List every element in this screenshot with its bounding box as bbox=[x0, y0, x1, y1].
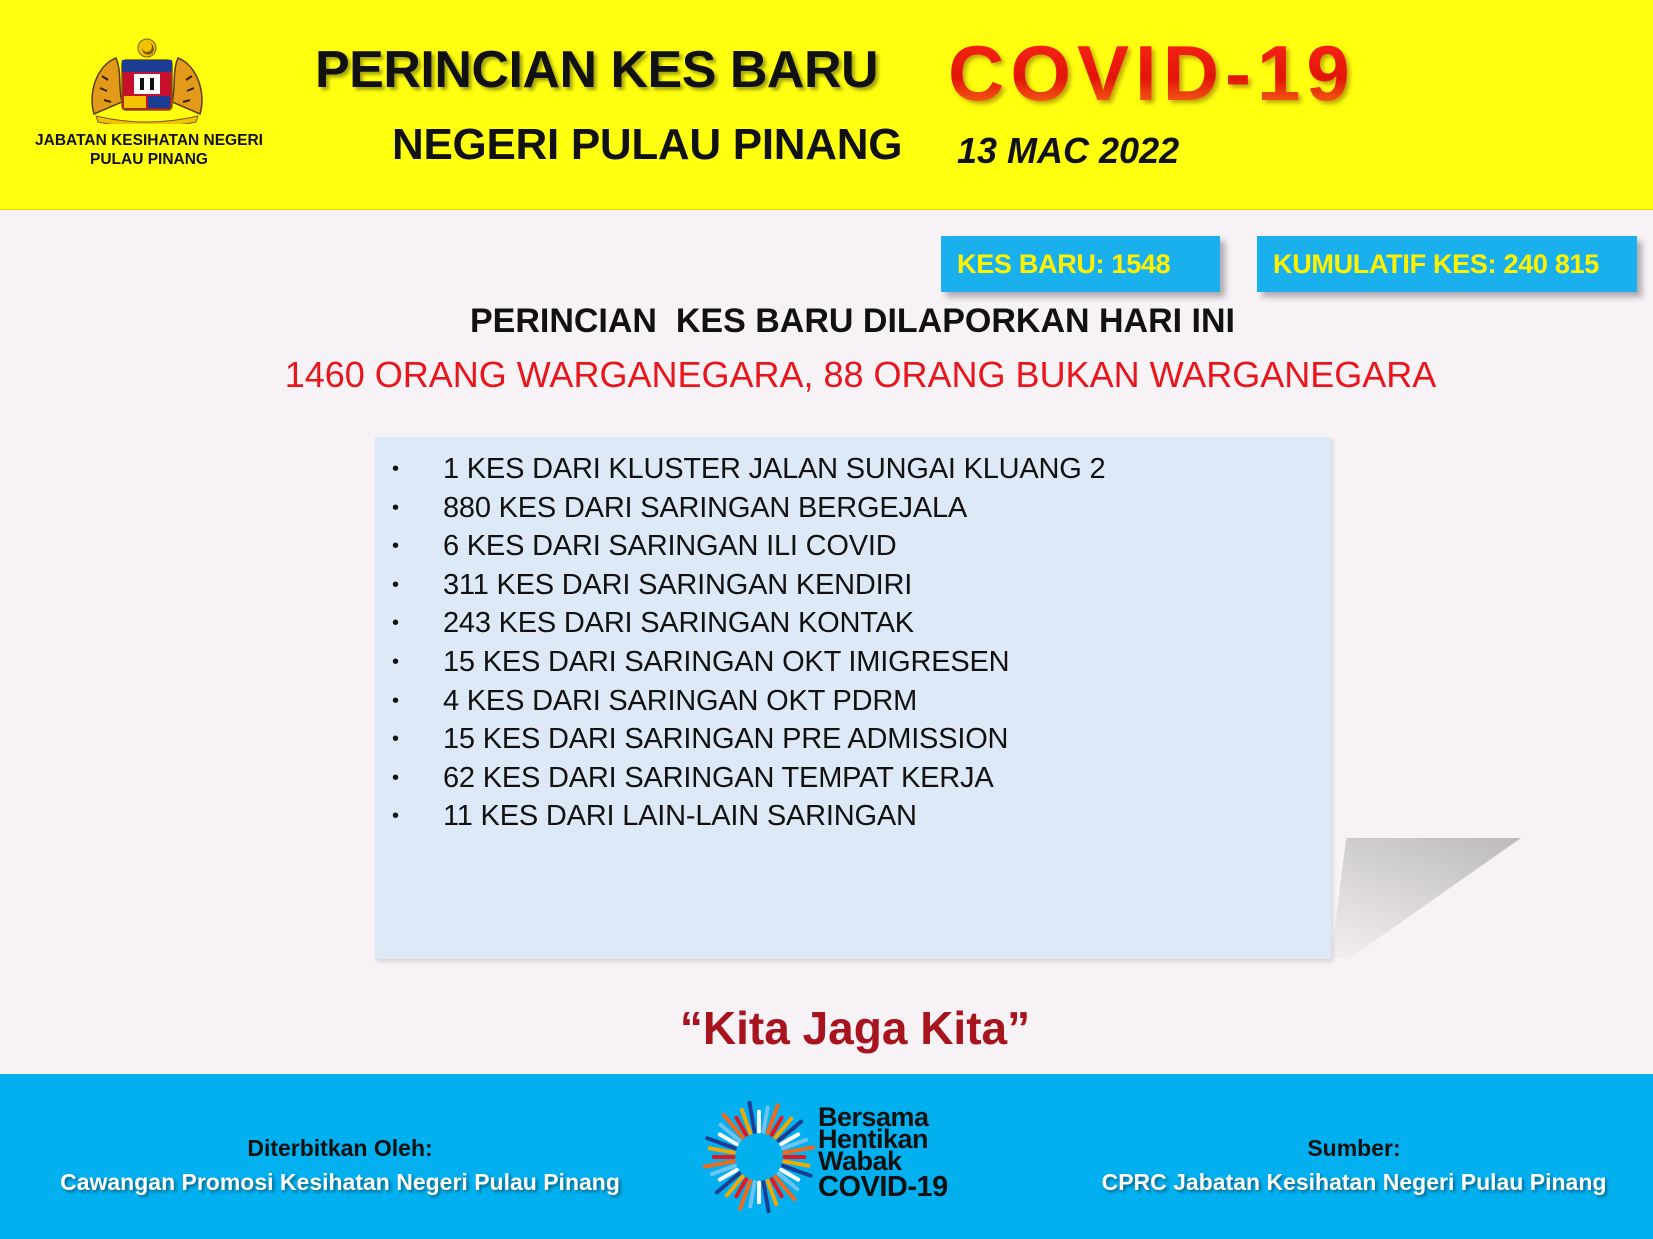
publisher-block bbox=[50, 1131, 630, 1199]
source-label: Sumber: bbox=[1307, 1135, 1401, 1161]
case-source-list bbox=[375, 437, 1331, 959]
department-name bbox=[20, 131, 278, 169]
list-item bbox=[375, 604, 1331, 643]
header-banner bbox=[0, 0, 1653, 210]
list-item bbox=[375, 759, 1331, 798]
list-item bbox=[375, 489, 1331, 528]
cumulative-cases-badge: KUMULATIF KES: 240 815 bbox=[1257, 236, 1637, 292]
new-cases-badge: KES BARU: 1548 bbox=[941, 236, 1220, 292]
bullet-icon: • bbox=[392, 805, 399, 828]
list-item bbox=[375, 643, 1331, 682]
list-item-text: 1 KES DARI KLUSTER JALAN SUNGAI KLUANG 2 bbox=[443, 453, 1106, 485]
malaysia-coat-of-arms-icon bbox=[82, 36, 212, 124]
logo-ray bbox=[763, 1108, 767, 1132]
list-item bbox=[375, 450, 1331, 489]
logo-text-line-1: Bersama bbox=[818, 1102, 929, 1132]
bullet-icon: • bbox=[392, 496, 399, 519]
publisher-label: Diterbitkan Oleh: bbox=[247, 1135, 433, 1161]
source-block bbox=[1098, 1131, 1610, 1199]
section-heading: PERINCIAN KES BARU DILAPORKAN HARI INI bbox=[469, 302, 1236, 340]
bullet-icon: • bbox=[392, 612, 399, 635]
list-item bbox=[375, 682, 1331, 721]
list-item bbox=[375, 527, 1331, 566]
list-item-text: 311 KES DARI SARINGAN KENDIRI bbox=[443, 568, 913, 601]
bullet-icon: • bbox=[392, 458, 399, 480]
citizenship-breakdown: 1460 ORANG WARGANEGARA, 88 ORANG BUKAN WARGANEGARA bbox=[284, 354, 1437, 395]
list-item-text: 11 KES DARI LAIN-LAIN SARINGAN bbox=[443, 800, 917, 833]
campaign-logo-icon bbox=[700, 1098, 818, 1216]
footer-banner bbox=[0, 1074, 1653, 1239]
list-item bbox=[375, 566, 1331, 605]
report-date: 13 MAC 2022 bbox=[957, 130, 1180, 171]
department-line-1: JABATAN KESIHATAN NEGERI bbox=[35, 132, 263, 149]
list-item-text: 6 KES DARI SARINGAN ILI COVID bbox=[443, 530, 897, 563]
slogan: “Kita Jaga Kita” bbox=[679, 1002, 1031, 1054]
bullet-icon: • bbox=[392, 650, 399, 673]
logo-text-line-3: Wabak bbox=[818, 1146, 902, 1176]
logo-ray bbox=[784, 1161, 808, 1165]
covid-title: COVID-19 bbox=[948, 29, 1356, 117]
bullet-icon: • bbox=[392, 535, 399, 558]
list-item-text: 243 KES DARI SARINGAN KONTAK bbox=[443, 607, 914, 640]
list-item bbox=[375, 720, 1331, 759]
page-title: PERINCIAN KES BARU bbox=[315, 41, 879, 99]
publisher-name: Cawangan Promosi Kesihatan Negeri Pulau Pinang bbox=[60, 1169, 620, 1195]
logo-ray bbox=[750, 1182, 754, 1206]
campaign-logo-text bbox=[818, 1102, 948, 1203]
list-item-text: 15 KES DARI SARINGAN OKT IMIGRESEN bbox=[443, 645, 1010, 678]
source-name: CPRC Jabatan Kesihatan Negeri Pulau Pinang bbox=[1101, 1169, 1607, 1195]
bullet-icon: • bbox=[392, 573, 399, 596]
department-line-2: PULAU PINANG bbox=[90, 151, 208, 168]
logo-ray bbox=[710, 1148, 734, 1152]
state-subtitle: NEGERI PULAU PINANG bbox=[392, 120, 903, 169]
list-item-text: 15 KES DARI SARINGAN PRE ADMISSION bbox=[443, 723, 1009, 756]
bullet-icon: • bbox=[392, 766, 399, 789]
list-item-text: 880 KES DARI SARINGAN BERGEJALA bbox=[443, 491, 968, 524]
logo-text-line-2: Hentikan bbox=[818, 1124, 929, 1154]
list-item-text: 62 KES DARI SARINGAN TEMPAT KERJA bbox=[443, 761, 994, 794]
logo-text-line-4: COVID-19 bbox=[818, 1171, 948, 1203]
bullet-icon: • bbox=[392, 689, 399, 712]
list-box-shadow bbox=[1331, 838, 1521, 958]
list-item-text: 4 KES DARI SARINGAN OKT PDRM bbox=[443, 684, 918, 717]
list-item bbox=[375, 797, 1331, 836]
bullet-icon: • bbox=[392, 728, 399, 751]
